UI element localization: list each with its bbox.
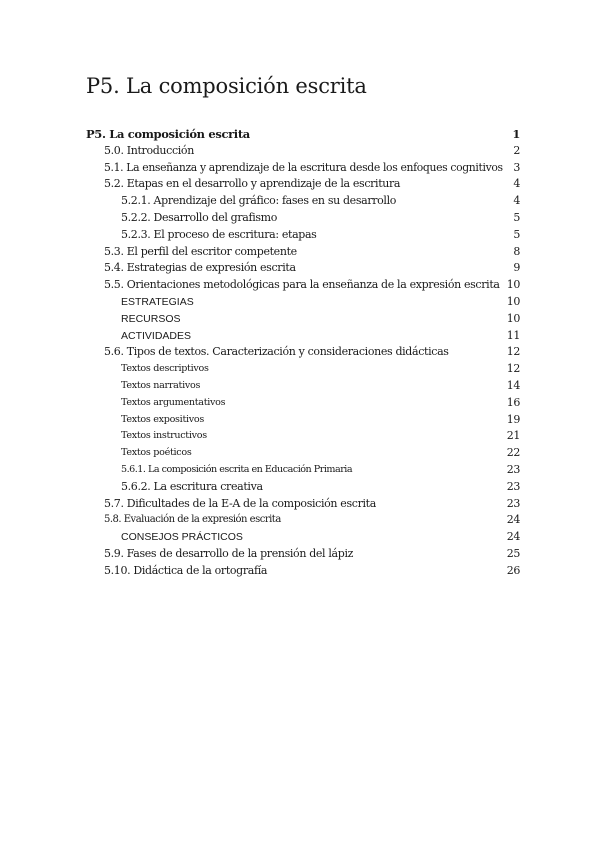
- toc-entry-page: 10: [506, 278, 520, 292]
- toc-entry[interactable]: [86, 361, 520, 378]
- toc-entry-page: 2: [513, 143, 520, 157]
- toc-entry-label: 5.2. Etapas en el desarrollo y aprendizaje de la escritura: [104, 177, 401, 191]
- toc-entry-page: 9: [513, 261, 520, 275]
- toc-entry-page: 23: [506, 479, 520, 493]
- toc-entry[interactable]: [86, 227, 520, 244]
- toc-entry[interactable]: [86, 260, 520, 277]
- toc-entry-label: Textos poéticos: [121, 447, 192, 459]
- toc-entry-label: Textos narrativos: [121, 379, 201, 391]
- toc-entry-label: 5.6. Tipos de textos. Caracterización y consideraciones didácticas: [104, 345, 449, 359]
- toc-entry-page: 10: [506, 294, 520, 308]
- toc-entry-label: Textos expositivos: [121, 413, 204, 425]
- toc-entry[interactable]: [86, 378, 520, 395]
- toc-entry-page: 16: [506, 395, 520, 409]
- toc-entry-page: 25: [506, 546, 520, 560]
- toc-entry-page: 5: [513, 210, 520, 224]
- toc-entry-page: 5: [513, 227, 520, 241]
- toc-entry-label: 5.6.1. La composición escrita en Educación Primaria: [121, 463, 353, 475]
- toc-entry-label: ESTRATEGIAS: [121, 295, 194, 308]
- toc-entry-page: 4: [513, 177, 520, 191]
- toc-entry-page: 23: [506, 462, 520, 476]
- toc-entry-label: P5. La composición escrita: [86, 127, 250, 141]
- page-title: P5. La composición escrita: [86, 74, 367, 98]
- toc-entry-label: 5.0. Introducción: [104, 143, 194, 157]
- toc-entry-page: 19: [506, 412, 520, 426]
- toc-entry[interactable]: [86, 210, 520, 227]
- toc-entry[interactable]: [86, 176, 520, 193]
- toc-entry-page: 21: [506, 429, 520, 443]
- toc-entry-label: 5.2.3. El proceso de escritura: etapas: [121, 227, 317, 241]
- toc-entry[interactable]: [86, 445, 520, 462]
- toc-entry-label: 5.8. Evaluación de la expresión escrita: [104, 514, 281, 526]
- toc-entry-page: 11: [506, 328, 520, 342]
- toc-entry-page: 23: [506, 496, 520, 510]
- toc-entry-label: 5.9. Fases de desarrollo de la prensión del lápiz: [104, 546, 354, 560]
- toc-entry[interactable]: [86, 412, 520, 429]
- toc-entry[interactable]: [86, 529, 520, 546]
- toc-entry[interactable]: [86, 277, 520, 294]
- toc-entry[interactable]: [86, 462, 520, 479]
- toc-entry[interactable]: [86, 126, 520, 143]
- toc-entry[interactable]: [86, 193, 520, 210]
- toc-entry[interactable]: [86, 344, 520, 361]
- toc-entry[interactable]: [86, 546, 520, 563]
- toc-entry[interactable]: [86, 143, 520, 160]
- toc-entry[interactable]: [86, 563, 520, 580]
- toc-entry-label: Textos instructivos: [121, 430, 207, 442]
- toc-entry-label: CONSEJOS PRÁCTICOS: [121, 531, 243, 544]
- table-of-contents: [86, 126, 520, 580]
- toc-entry-page: 3: [513, 160, 520, 174]
- toc-entry-page: 8: [513, 244, 520, 258]
- toc-entry-page: 24: [506, 530, 520, 544]
- toc-entry-label: Textos descriptivos: [121, 363, 209, 375]
- toc-entry-label: 5.4. Estrategias de expresión escrita: [104, 261, 296, 275]
- toc-entry[interactable]: [86, 311, 520, 328]
- toc-entry-page: 1: [512, 127, 520, 141]
- toc-entry-label: 5.2.1. Aprendizaje del gráfico: fases en su desarrollo: [121, 194, 397, 208]
- toc-entry-page: 26: [506, 563, 520, 577]
- toc-entry-label: 5.2.2. Desarrollo del grafismo: [121, 210, 278, 224]
- toc-entry-page: 4: [513, 194, 520, 208]
- toc-entry-label: ACTIVIDADES: [121, 329, 192, 342]
- toc-entry-label: RECURSOS: [121, 312, 181, 325]
- toc-entry-label: Textos argumentativos: [121, 396, 226, 408]
- toc-entry[interactable]: [86, 328, 520, 345]
- toc-entry-page: 12: [506, 362, 520, 376]
- toc-entry-page: 10: [506, 311, 520, 325]
- toc-entry-page: 22: [506, 446, 520, 460]
- toc-entry[interactable]: [86, 244, 520, 261]
- toc-entry-page: 12: [506, 345, 520, 359]
- toc-entry[interactable]: [86, 160, 520, 177]
- toc-entry-label: 5.6.2. La escritura creativa: [121, 479, 263, 493]
- toc-entry-page: 24: [506, 513, 520, 527]
- toc-entry-label: 5.10. Didáctica de la ortografía: [104, 563, 268, 577]
- toc-entry[interactable]: [86, 512, 520, 529]
- toc-entry[interactable]: [86, 496, 520, 513]
- toc-entry-label: 5.7. Dificultades de la E-A de la composición escrita: [104, 496, 376, 510]
- toc-entry[interactable]: [86, 479, 520, 496]
- toc-entry-label: 5.1. La enseñanza y aprendizaje de la escritura desde los enfoques cognitivos: [104, 160, 503, 174]
- toc-entry[interactable]: [86, 428, 520, 445]
- toc-entry-page: 14: [506, 378, 520, 392]
- toc-entry-label: 5.5. Orientaciones metodológicas para la enseñanza de la expresión escrita: [104, 278, 500, 292]
- toc-entry-label: 5.3. El perfil del escritor competente: [104, 244, 297, 258]
- toc-entry[interactable]: [86, 294, 520, 311]
- toc-entry[interactable]: [86, 395, 520, 412]
